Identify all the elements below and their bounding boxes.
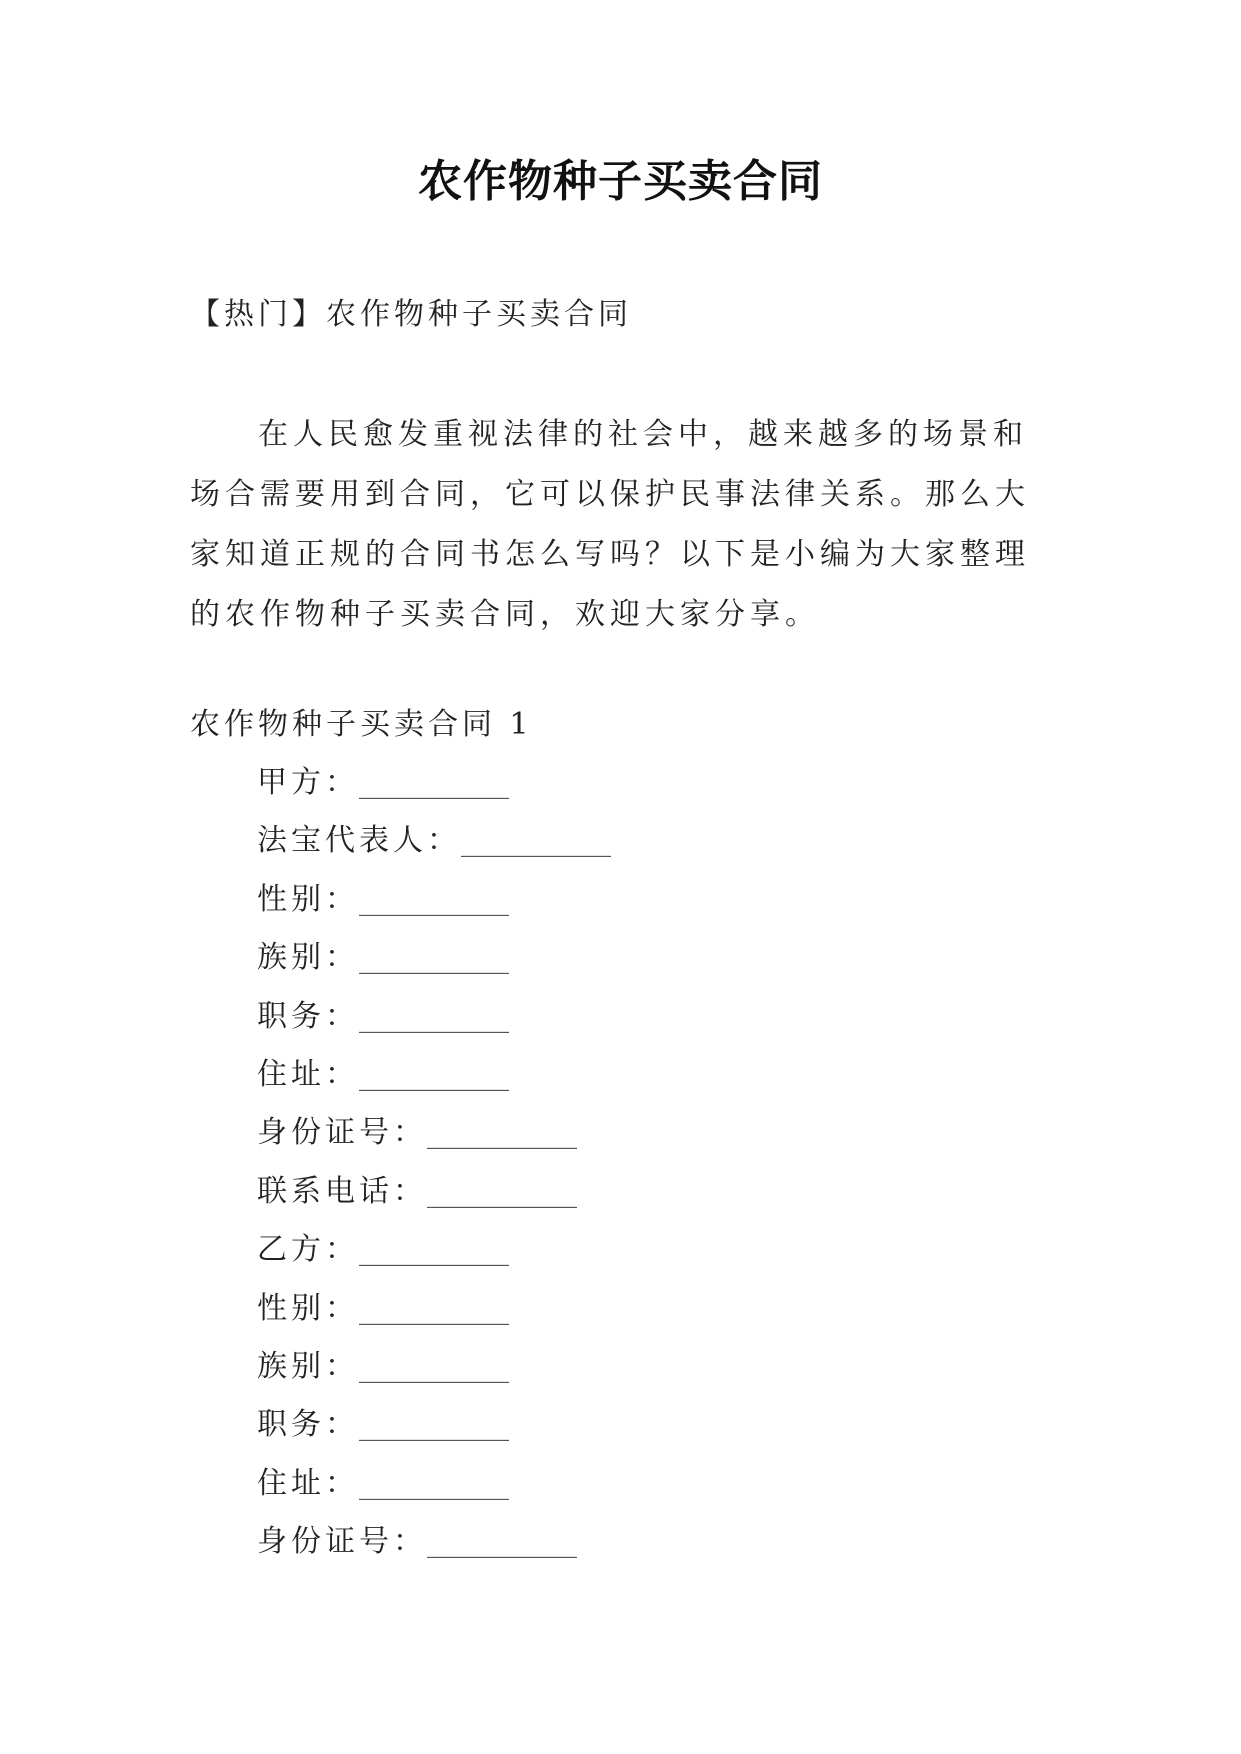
field-label: 性别： [257,881,359,917]
field-position-a [257,992,611,1050]
field-blank: __________ [359,1407,509,1443]
field-label: 职务： [257,998,359,1034]
field-blank: __________ [359,1290,509,1326]
field-ethnicity-a [257,933,611,991]
field-blank: __________ [359,940,509,976]
field-blank: __________ [461,823,611,859]
field-label: 族别： [257,1348,359,1384]
field-gender-a [257,875,611,933]
field-blank: __________ [359,1465,509,1501]
field-address-b [257,1459,611,1517]
field-blank: __________ [359,998,509,1034]
field-legal-representative [257,816,611,874]
field-label: 住址： [257,1465,359,1501]
field-label: 职务： [257,1407,359,1443]
document-title: 农作物种子买卖合同 [418,156,823,207]
field-blank: __________ [359,881,509,917]
field-phone-a [257,1167,611,1225]
field-blank: __________ [359,1232,509,1268]
field-id-number-b [257,1517,611,1575]
field-party-a [257,758,611,816]
field-ethnicity-b [257,1342,611,1400]
section-title: 农作物种子买卖合同 1 [190,707,533,742]
field-id-number-a [257,1108,611,1166]
field-label: 身份证号： [257,1115,427,1151]
field-blank: __________ [359,1056,509,1092]
field-label: 乙方： [257,1232,359,1268]
field-label: 族别： [257,940,359,976]
field-label: 住址： [257,1056,359,1092]
field-position-b [257,1400,611,1458]
field-label: 性别： [257,1290,359,1326]
field-gender-b [257,1284,611,1342]
field-label: 联系电话： [257,1173,427,1209]
field-blank: __________ [427,1524,577,1560]
contract-field-list [257,758,611,1575]
field-blank: __________ [359,1348,509,1384]
field-address-a [257,1050,611,1108]
field-label: 法宝代表人： [257,823,461,859]
field-blank: __________ [427,1173,577,1209]
intro-paragraph: 在人民愈发重视法律的社会中，越来越多的场景和场合需要用到合同，它可以保护民事法律关系。那么大家知道正规的合同书怎么写吗？以下是小编为大家整理的农作物种子买卖合同，欢迎大家分享。 [190,417,1030,632]
field-label: 甲方： [257,765,359,800]
document-subtitle: 【热门】农作物种子买卖合同 [190,297,632,332]
field-party-b [257,1225,611,1283]
field-label: 身份证号： [257,1524,427,1560]
field-blank: __________ [359,765,509,800]
field-blank: __________ [427,1115,577,1151]
